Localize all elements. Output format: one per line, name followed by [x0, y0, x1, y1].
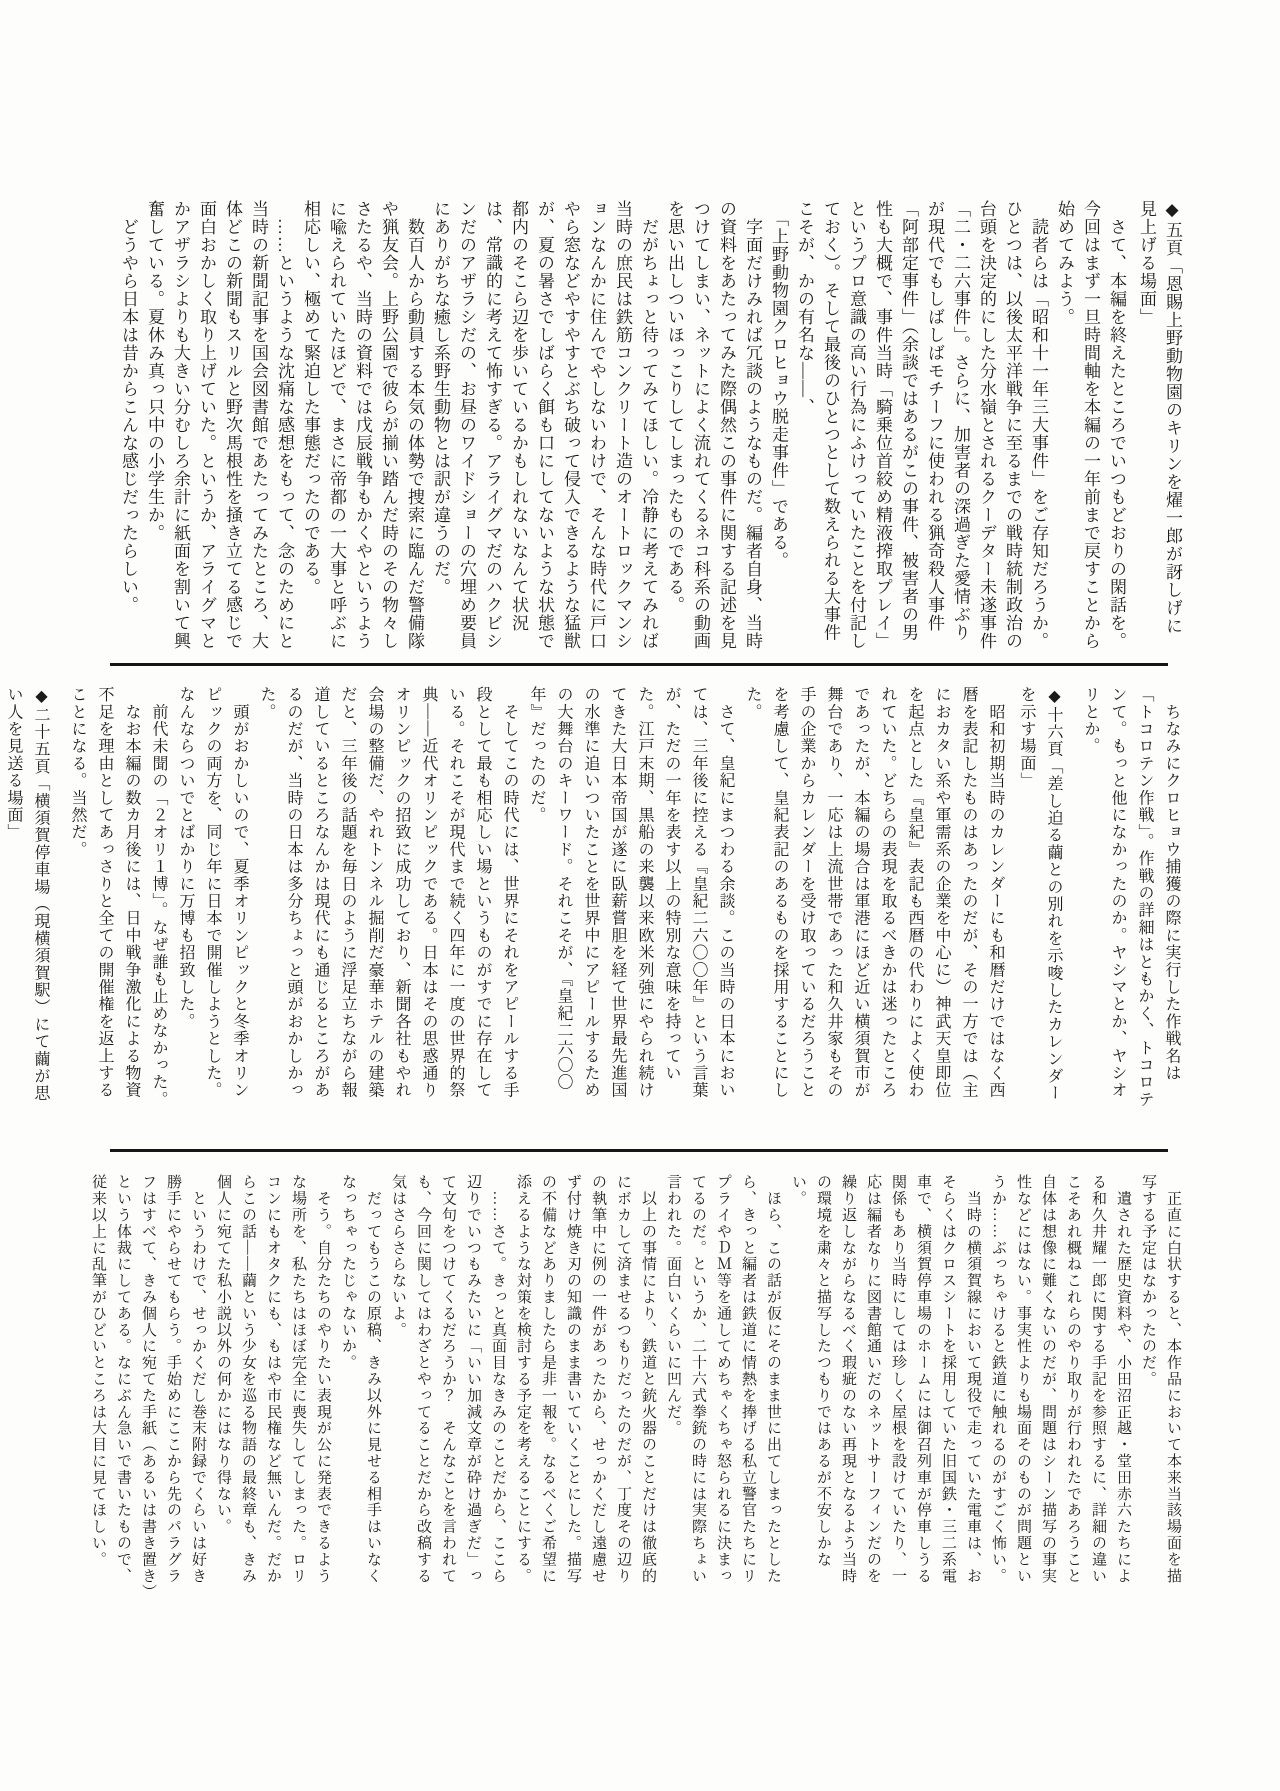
paragraph: だってもうこの原稿、きみ以外に見せる相手はいなくなっちゃったじゃないか。: [340, 1174, 381, 1584]
paragraph: 「上野動物園クロヒョウ脱走事件」である。: [769, 200, 788, 570]
paragraph: 当時の横須賀線において現役で走っていた電車は、おそらくはクロスシートを採用していた旧国鉄・三二系電車で、横須賀停車場のホームには御召列車が停車しうる関係もあり当時にしては珍しく屋根を設けていたり、一応は編者なりに図書館通いだのネットサーフィンだのを繰り返しながらなるべく瑕疵のない再現となるよう当時の環境を粛々と描写したつもりではあるが不安しかない。: [790, 1174, 981, 1584]
paragraph: 頭がおかしいので、夏季オリンピックと冬季オリンピックの両方を、同じ年に日本で開催しようとした。なんならついでとばかりに万博も招致した。: [177, 686, 248, 1099]
section-page16: [5, 686, 1185, 1110]
paragraph: ……というような沈痛な感想をもって、念のためにと当時の新聞記事を国会図書館であたってみたところ、大体どこの新聞もスリルと野次馬根性を掻き立てる感じで面白おかしく取り上げていた。というか、アライグマとかアザラシよりも大きい分むしろ余計に紙面を割いて興奮している。夏休み真っ只中の小学生か。: [145, 200, 294, 650]
section-divider-bottom: [110, 1149, 1168, 1152]
paragraph: 前代未聞の「２オリ１博」。なぜ誰も止めなかった。: [150, 686, 167, 1108]
section-page25-heading: ◆二十五頁「横須賀停車場（現横須賀駅）にて繭が思い人を見送る場面」: [5, 686, 49, 1102]
paragraph: そう。自分たちのやりたい表現が公に発表できるような場所を、私たちはほぼ完全に喪失してしまった。ロリコンにもオタクにも、もはや市民権など無いんだ。だからこの話――繭という少女を巡る物語の最終章も、きみ個人に宛てた私小説以外の何かにはなり得ない。: [215, 1174, 331, 1584]
paragraph: だがちょっと待ってみてほしい。冷静に考えてみれば当時の庶民は鉄筋コンクリート造のオートロックマンションなんかに住んでやしないわけで、そんな時代に戸口やら窓などやすやすとぶち破って侵入できるような猛獣が、夏の暑さでしばらく餌も口にしてないような状態で都内のそこら辺を歩いているかもしれないなんて状況は、常識的に考えて怖すぎる。アライグマだのハクビシンだのアザラシだの、お昼のワイドショーの穴埋め要員にありがちな癒し系野生動物とは訳が違うのだ。: [431, 200, 658, 650]
paragraph: 読者らは「昭和十一年三大事件」をご存知だろうか。ひとつは、以後太平洋戦争に至るまでの戦時統制政治の台頭を決定的にした分水嶺とされるクーデター未遂事件「二・二六事件」。さらに、加害者の深過ぎた愛情ぶりが現代でもしばしばモチーフに使われる猟奇殺人事件「阿部定事件」（余談ではあるがこの事件、被害者の男性も大概で、事件当時「騎乗位首絞め精液搾取プレイ」というプロ意識の高い行為にふけっていたことを付記しておく）。そして最後のひとつとして数えられる大事件こそが、かの有名な――、: [795, 200, 1048, 650]
paragraph: というわけで、せっかくだし巻末附録でくらいは好き勝手にやらせてもらう。手始めにここから先のパラグラフはすべて、きみ個人に宛てた手紙（あるいは書き置き）という体裁にしてある。なにぶん急いで書いたもので、従来以上に乱筆がひどいところは大目に見てほしい。: [90, 1174, 206, 1593]
paragraph: ……さて。きっと真面目なきみのことだから、ここら辺りでいつもみたいに「いい加減文章が砕け過ぎだ」って文句をつけてくるだろうか？ そんなことを言われても、今回に関してはわざとやってることだから改稿する気はさらさらないよ。: [390, 1174, 506, 1584]
paragraph: 字面だけみれば冗談のようなものだ。編者自身、当時の資料をあたってみた際偶然この事件に関する記述を見つけてしまい、ネットによく流れてくるネコ科系の動画を思い出しついほっこりしてしまったものである。: [665, 200, 762, 650]
paragraph: なお本編の数カ月後には、日中戦争激化による物資不足を理由としてあっさりと全ての開催権を返上することになる。当然だ。: [69, 686, 140, 1099]
section-page5-heading: ◆五頁「恩賜上野動物園のキリンを燿一郎が訝しげに見上げる場面」: [1137, 200, 1182, 635]
paragraph: 遺された歴史資料や、小田沼正越・堂田赤六たちによる和久井耀一郎に関する手記を参照するに、詳細の違いこそあれ概ねこれらのやり取りが行われたであろうこと自体は想像に難くないのだが、問題はシーン描写の事実性などにはない。事実性よりも場面そのものが問題というか……ぶっちゃけると鉄道に触れるのがすごく怖い。: [990, 1174, 1131, 1584]
paragraph: そしてこの時代には、世界にそれをアピールする手段として最も相応しい場というものがすでに存在している。それこそが現代まで続く四年に一度の世界的祭典――近代オリンピックである。日本はその思惑通りオリンピックの招致に成功しており、新聞各社もやれ会場の整備だ、やれトンネル掘削だ豪華ホテルの建築だと、三年後の話題を毎日のように浮足立ちながら報道しているところなんかは現代にも通じるところがあるのだが、当時の日本は多分ちょっと頭がおかしかった。: [258, 686, 518, 1099]
paragraph: 正直に白状すると、本作品において本来当該場面を描写する予定はなかったのだ。: [1140, 1174, 1181, 1584]
section-page25: [60, 1174, 1185, 1594]
paragraph: どうやら日本は昔からこんな感じだったらしい。: [119, 200, 138, 614]
section-divider-top: [110, 663, 1168, 666]
paragraph: 昭和初期当時のカレンダーにも和暦だけではなく西暦を表記したものはあったのだが、その一方では（主におカタい系や軍需系の企業を中心に）神武天皇即位を起点とした『皇紀』表記も西暦の代わりによく使われていた。どちらの表現を取るべきかは迷ったところであったが、本編の場合は軍港にほど近い横須賀市が舞台であり、一応は上流世帯であった和久井家もその手の企業からカレンダーを受け取っているだろうことを考慮して、皇紀表記のあるものを採用することにした。: [744, 686, 1004, 1099]
paragraph: さて、本編を終えたところでいつもどおりの閑話を。今回はまず一旦時間軸を本編の一年前まで戻すことから始めてみよう。: [1055, 200, 1126, 650]
paragraph: 数百人から動員する本気の体勢で捜索に臨んだ警備隊や猟友会。上野公園で彼らが揃い踏んだ時のその物々しさたるや、当時の資料では戊辰戦争もかくやというように喩えられていたほどで、まさに帝都の一大事と呼ぶに相応しい、極めて緊迫した事態だったのである。: [301, 200, 424, 650]
section-page16-heading: ◆十六頁「差し迫る繭との別れを示唆したカレンダーを示す場面」: [1018, 686, 1062, 1102]
paragraph: ほら、この話が仮にそのまま世に出てしまったとしたら、きっと編者は鉄道に情熱を捧げる私立警官たちにリプライやＤＭ等を通してめちゃくちゃ怒られるに決まってるのだ。というか、二十六式拳銃の時には実際ちょい言われた。面白いくらいに凹んだ。: [665, 1174, 781, 1584]
section-page5: [60, 200, 1185, 652]
paragraph: さて、皇紀にまつわる余談。この当時の日本においては、三年後に控える『皇紀二六〇〇年』という言葉が、ただの一年を表す以上の特別な意味を持っていた。江戸末期、黒船の来襲以来欧米列強にやられ続けてきた大日本帝国が遂に臥薪嘗胆を経て世界最先進国の水準に追いついたことを世界中にアピールするための大舞台のキーワード。それこそが、『皇紀二六〇〇年』だったのだ。: [528, 686, 734, 1099]
paragraph: ちなみにクロヒョウ捕獲の際に実行した作戦名は「トコロテン作戦」。作戦の詳細はともかく、トコロテンて。もっと他になかったのか。ヤシマとか、ヤシオリとか。: [1082, 686, 1180, 1108]
paragraph: 以上の事情により、鉄道と銃火器のことだけは徹底的にボカして済ませるつもりだったのだが、丁度その辺りの執筆中に例の一件があったから、せっかくだし遠慮せず付け焼き刃の知識のまま書いていくことにした。描写の不備などありましたら是非一報を。なるべくご希望に添えるような対策を検討する予定を考えることにする。: [515, 1174, 656, 1584]
